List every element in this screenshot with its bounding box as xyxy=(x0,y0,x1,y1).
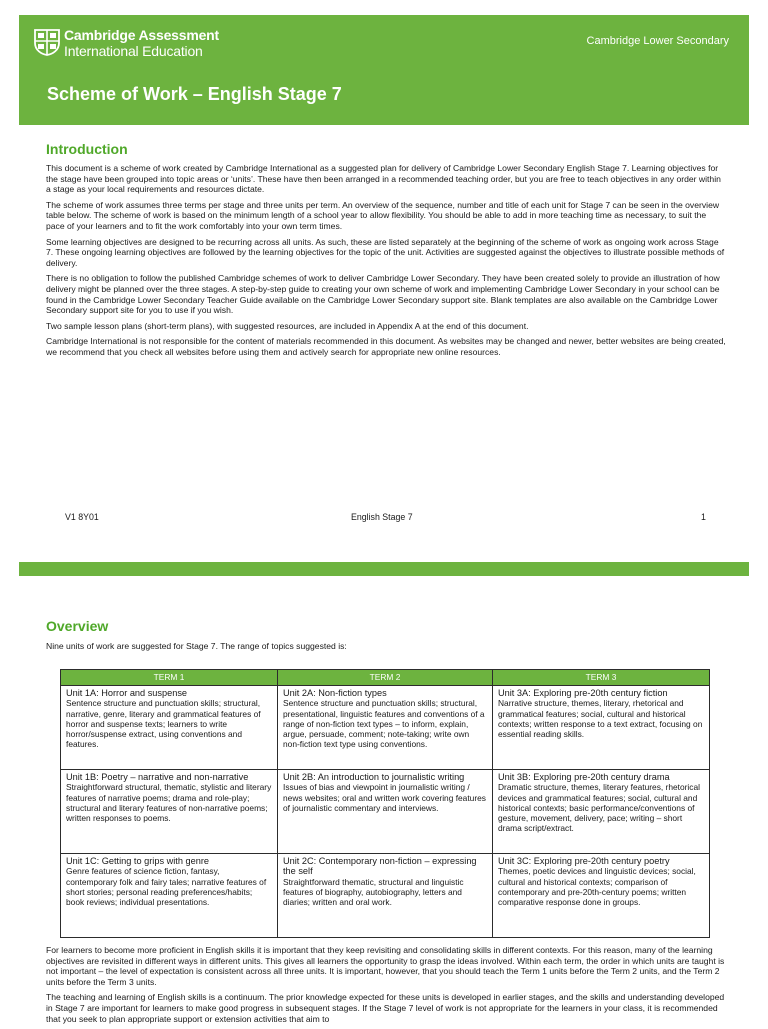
overview-body xyxy=(46,945,726,1029)
table-row xyxy=(61,686,710,770)
intro-paragraph: This document is a scheme of work created by Cambridge International as a suggested plan for delivery of Cambridge Lower Secondary English Stage 7. Learning objectives for the stage have been grouped into topic areas or ‘units’. These have then been arranged in a recommended teaching order, but you are free to teach objectives in any order within a stage as your local requirements and resources dictate. xyxy=(46,163,721,195)
introduction-heading: Introduction xyxy=(46,141,128,157)
intro-paragraph: Two sample lesson plans (short-term plans), with suggested resources, are included in Appendix A at the end of this document. xyxy=(46,320,529,331)
unit-description: Sentence structure and punctuation skills; structural, presentational, linguistic features and conventions of a range of non-fiction text types – to inform, explain, argue, persuade, comment; note-taking; write own non-fiction text type using conventions. xyxy=(283,698,485,750)
document-title: Scheme of Work – English Stage 7 xyxy=(47,84,342,104)
cambridge-shield-icon xyxy=(33,28,61,56)
unit-title: Unit 2A: Non-fiction types xyxy=(283,688,387,698)
footer-version: V1 8Y01 xyxy=(65,512,99,522)
overview-paragraph: For learners to become more proficient in English skills it is important that they keep revisiting and consolidating skills in different contexts. For this reason, many of the learning objectives are revisited in different ways in different units. This gives all learners the opportunity to grasp the ideas involved. Within each term, the order in which units are taught is not important – the level of expectation is consistent across all three units. It is important, however, that you should teach the Term 1 units before the Term 2 units, and the Term 2 units before the Term 3 units. xyxy=(46,945,725,987)
table-cell xyxy=(493,770,710,854)
unit-description: Issues of bias and viewpoint in journalistic writing / news websites; oral and written work covering features of journalistic commentary and interviews. xyxy=(283,782,486,813)
brand-line-2: International Education xyxy=(64,43,203,59)
table-cell xyxy=(61,854,278,938)
table-row xyxy=(61,770,710,854)
unit-description: Themes, poetic devices and linguistic devices; social, cultural and historical contexts; comparison of contemporary and pre-20th-century poems; written comparative response done in groups. xyxy=(498,866,696,908)
column-header-term-1: TERM 1 xyxy=(61,670,278,686)
program-name: Cambridge Lower Secondary xyxy=(586,35,729,47)
unit-description: Genre features of science fiction, fantasy, contemporary folk and fairy tales; narrative features of short stories; personal reading preferences/habits; book reviews; individual presentations. xyxy=(66,866,267,908)
page-header xyxy=(19,15,749,125)
introduction-body xyxy=(46,163,726,363)
table-cell xyxy=(278,686,493,770)
units-table xyxy=(60,669,710,938)
unit-title: Unit 2B: An introduction to journalistic writing xyxy=(283,772,465,782)
overview-heading: Overview xyxy=(46,618,109,634)
column-header-term-3: TERM 3 xyxy=(493,670,710,686)
intro-paragraph: There is no obligation to follow the published Cambridge schemes of work to deliver Cambridge Lower Secondary. They have been created solely to provide an illustration of how delivery might be planned over the three stages. A step-by-step guide to creating your own scheme of work and implementing Cambridge Lower Secondary in your school can be found in the Cambridge Lower Secondary Teacher Guide available on the Cambridge Lower Secondary support site. Blank templates are also available on the Cambridge Lower Secondary support site for you to use if you wish. xyxy=(46,273,720,316)
table-cell xyxy=(61,686,278,770)
unit-title: Unit 1B: Poetry – narrative and non-narrative xyxy=(66,772,249,782)
table-cell xyxy=(493,854,710,938)
table-cell xyxy=(278,770,493,854)
overview-intro: Nine units of work are suggested for Stage 7. The range of topics suggested is: xyxy=(46,641,347,651)
table-header-row xyxy=(61,670,710,686)
unit-title: Unit 3C: Exploring pre-20th century poetry xyxy=(498,856,670,866)
unit-description: Sentence structure and punctuation skills; structural, narrative, genre, literary and grammatical features of horror and suspense texts; learners to write horror/suspense extract, using conventions and features. xyxy=(66,698,261,750)
table-row xyxy=(61,854,710,938)
unit-title: Unit 3A: Exploring pre-20th century fiction xyxy=(498,688,668,698)
page-break-band xyxy=(19,562,749,576)
table-cell xyxy=(278,854,493,938)
unit-description: Straightforward thematic, structural and linguistic features of biography, autobiography, letters and diaries; written and oral work. xyxy=(283,876,464,908)
unit-title: Unit 1A: Horror and suspense xyxy=(66,688,188,698)
unit-title: Unit 1C: Getting to grips with genre xyxy=(66,856,209,866)
unit-description: Straightforward structural, thematic, stylistic and literary features of narrative poems; drama and role-play; structural and literary features of non-narrative poems; written responses to poems. xyxy=(66,782,272,824)
unit-title: Unit 3B: Exploring pre-20th century drama xyxy=(498,772,670,782)
intro-paragraph: The scheme of work assumes three terms per stage and three units per term. An overview of the sequence, number and title of each unit for Stage 7 can be seen in the overview table below. The scheme of work is based on the minimum length of a school year to allow flexibility. You should be able to add in more teaching time as necessary, to suit the pace of your learners and to fit the work comfortably into your own term times. xyxy=(46,199,720,231)
unit-description: Dramatic structure, themes, literary features, rhetorical devices and grammatical features; social, cultural and historical contexts; basic performance/conventions of gesture, movement, delivery, pace; writing – short drama script/extract. xyxy=(498,782,700,834)
table-cell xyxy=(493,686,710,770)
intro-paragraph: Cambridge International is not responsible for the content of materials recommended in this document. As websites may be changed and newer, better websites are being created, we recommend that you check all websites before using them and actively search for appropriate new online resources. xyxy=(46,336,726,357)
brand-line-1: Cambridge Assessment xyxy=(64,27,219,43)
intro-paragraph: Some learning objectives are designed to be recurring across all units. As such, these are listed separately at the beginning of the scheme of work as ongoing work across Stage 7. These ongoing learning objectives are followed by the learning objectives for the topic of the unit. Activities are suggested against the objectives to illustrate possible methods of delivery. xyxy=(46,236,725,268)
overview-paragraph: The teaching and learning of English skills is a continuum. The prior knowledge expected for these units is developed in earlier stages, and the skills and understanding developed in Stage 7 are important for learners to make good progress in subsequent stages. If the Stage 7 level of work is not appropriate for the learners in your class, it is recommended that you seek to plan appropriate support or extension activities that aim to xyxy=(46,992,725,1024)
unit-description: Narrative structure, themes, literary, rhetorical and grammatical features; social, cultural and historical contexts; written response to a text extract, focusing on essential reading skills. xyxy=(498,698,703,740)
table-cell xyxy=(61,770,278,854)
column-header-term-2: TERM 2 xyxy=(278,670,493,686)
footer-subject: English Stage 7 xyxy=(351,512,413,522)
unit-title: Unit 2C: Contemporary non-fiction – expressing the self xyxy=(283,856,477,877)
footer-page-number: 1 xyxy=(701,512,706,522)
